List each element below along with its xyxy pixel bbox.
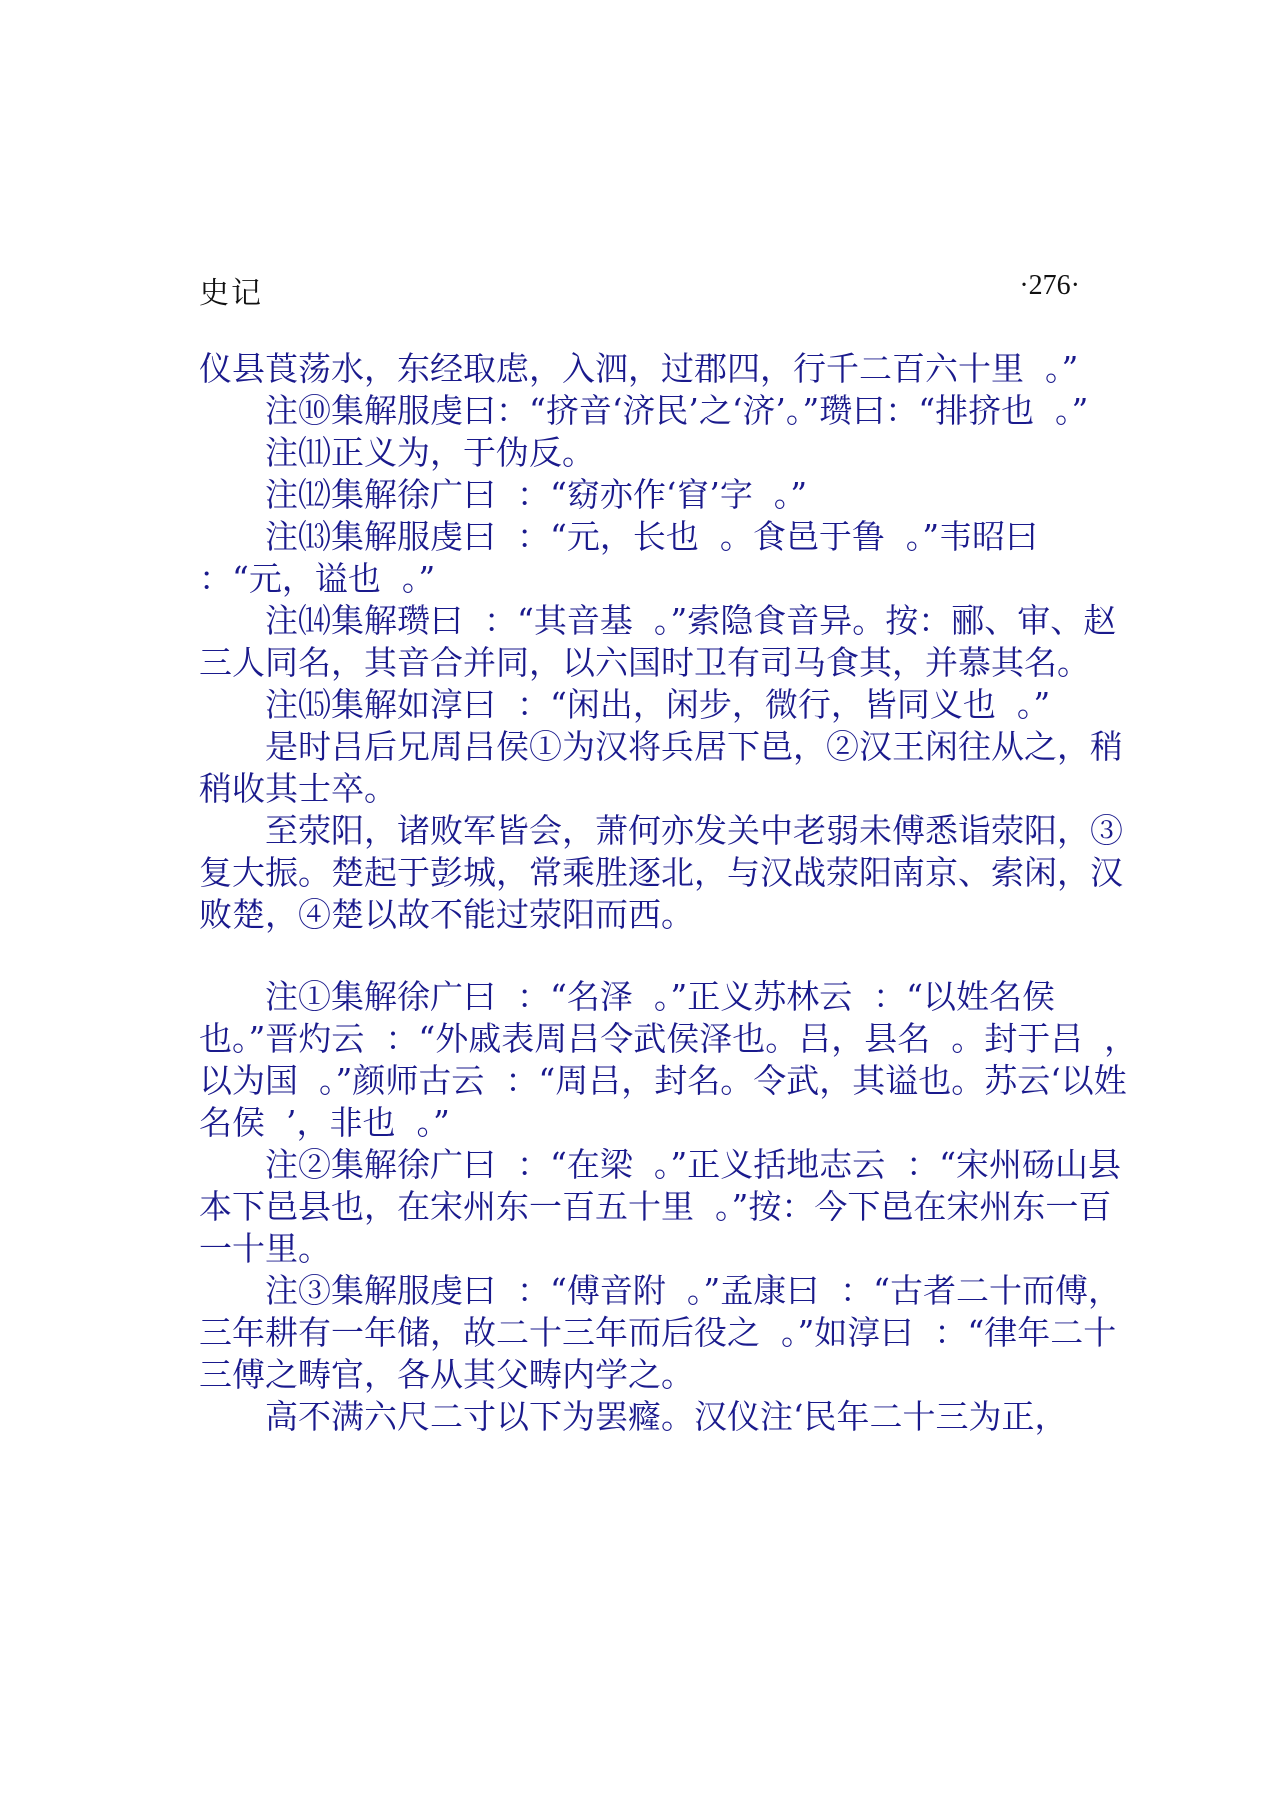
note-paragraph: 注⑿集解徐广曰 ：“窈亦作‘窅’字 。” bbox=[265, 475, 808, 514]
running-head: 史记 bbox=[199, 276, 263, 311]
main-text-paragraph: 是时吕后兄周吕侯①为汉将兵居下邑，②汉王闲往从之，稍稍收其士卒。 bbox=[199, 727, 1123, 808]
body-text bbox=[199, 348, 1139, 1438]
note-paragraph: 注⒂集解如淳曰 ：“闲出，闲步，微行，皆同义也 。” bbox=[265, 685, 1051, 724]
page-number: ·276· bbox=[1019, 270, 1080, 301]
note-paragraph: 高不满六尺二寸以下为罢癃。汉仪注‘民年二十三为正， bbox=[265, 1397, 1068, 1436]
section-gap bbox=[199, 936, 1139, 976]
note-paragraph: 注⑩集解服虔曰：“挤音‘济民’之‘济’。”瓒曰：“排挤也 。” bbox=[265, 391, 1089, 430]
note-paragraph: 注③集解服虔曰 ：“傅音附 。”孟康曰 ：“古者二十而傅，三年耕有一年储，故二十三年而后役之 。”如淳曰 ：“律年二十三傅之畴官，各从其父畴内学之。 bbox=[199, 1271, 1122, 1394]
note-paragraph: 注⒀集解服虔曰 ：“元，长也 。食邑于鲁 。”韦昭曰 ：“元，谥也 。” bbox=[199, 517, 1060, 598]
note-paragraph: 注②集解徐广曰 ：“在梁 。”正义括地志云 ：“宋州砀山县本下邑县也，在宋州东一百五十里 。”按：今下邑在宋州东一百一十里。 bbox=[199, 1145, 1122, 1268]
note-paragraph: 注①集解徐广曰 ：“名泽 。”正义苏林云 ：“以姓名侯也。”晋灼云 ：“外戚表周吕令武侯泽也。吕，县名 。封于吕 ，以为国 。”颜师古云 ：“周吕，封名。令武，其谥也。苏云‘以姓名侯 ’，非也 。” bbox=[199, 977, 1138, 1142]
note-paragraph: 注⑾正义为，于伪反。 bbox=[265, 433, 595, 472]
note-paragraph: 注⒁集解瓒曰 ：“其音基 。”索隐食音异。按：郦、审、赵三人同名，其音合并同，以六国时卫有司马食其，并慕其名。 bbox=[199, 601, 1117, 682]
paragraph-continuation: 仪县莨荡水，东经取虑，入泗，过郡四，行千二百六十里 。” bbox=[199, 349, 1079, 388]
main-text-paragraph: 至荥阳，诸败军皆会，萧何亦发关中老弱未傅悉诣荥阳，③复大振。楚起于彭城，常乘胜逐北，与汉战荥阳南京、索闲，汉败楚，④楚以故不能过荥阳而西。 bbox=[199, 811, 1123, 934]
